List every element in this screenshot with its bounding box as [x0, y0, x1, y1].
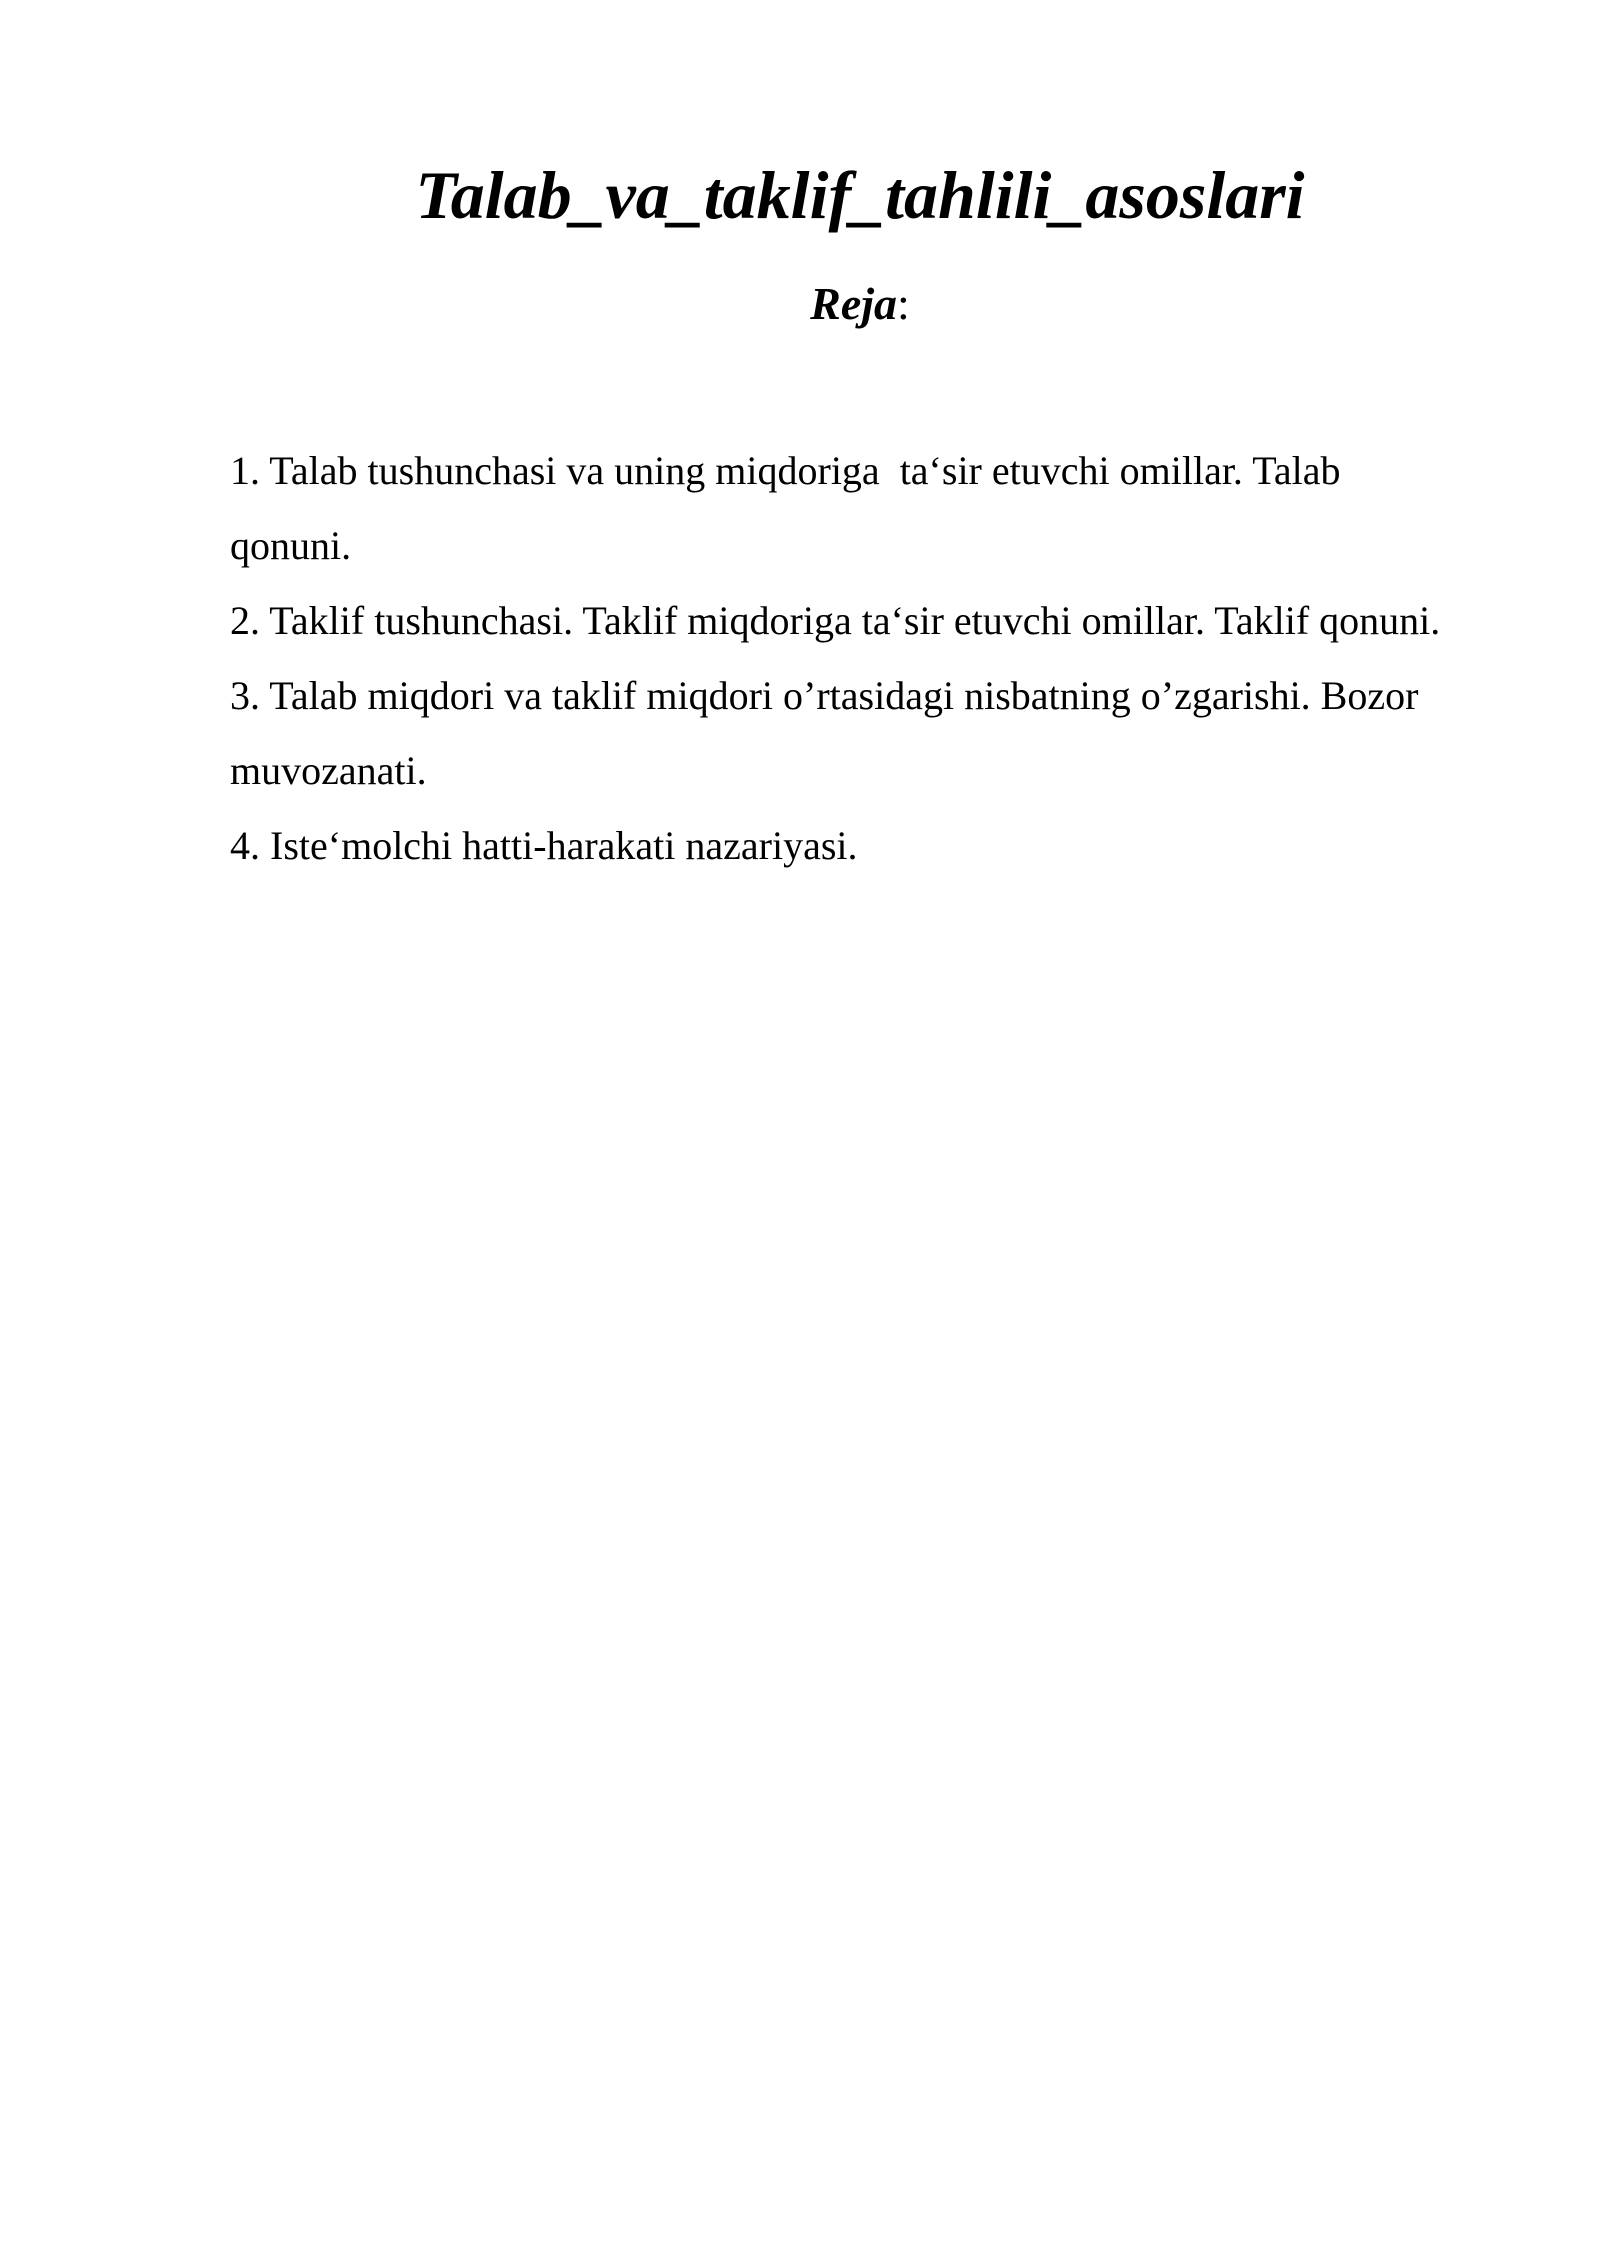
plan-item-3: 3. Talab miqdori va taklif miqdori o’rtasidagi nisbatning o’zgarishi. Bozor muvozanati. — [230, 673, 1429, 793]
plan-item-4: 4. Iste‘molchi hatti-harakati nazariyasi. — [230, 823, 858, 868]
plan-list — [230, 433, 1460, 883]
plan-heading-colon: : — [897, 278, 910, 329]
document-title: Talab_va_taklif_tahlili_asoslari — [415, 157, 1305, 233]
plan-heading-label: Reja — [810, 278, 898, 329]
plan-heading — [0, 272, 1600, 336]
plan-item-2: 2. Taklif tushunchasi. Taklif miqdoriga ta‘sir etuvchi omillar. Taklif qonuni. — [230, 598, 1441, 643]
plan-item-1: 1. Talab tushunchasi va uning miqdoriga ta‘sir etuvchi omillar. Talab qonuni. — [230, 448, 1351, 568]
